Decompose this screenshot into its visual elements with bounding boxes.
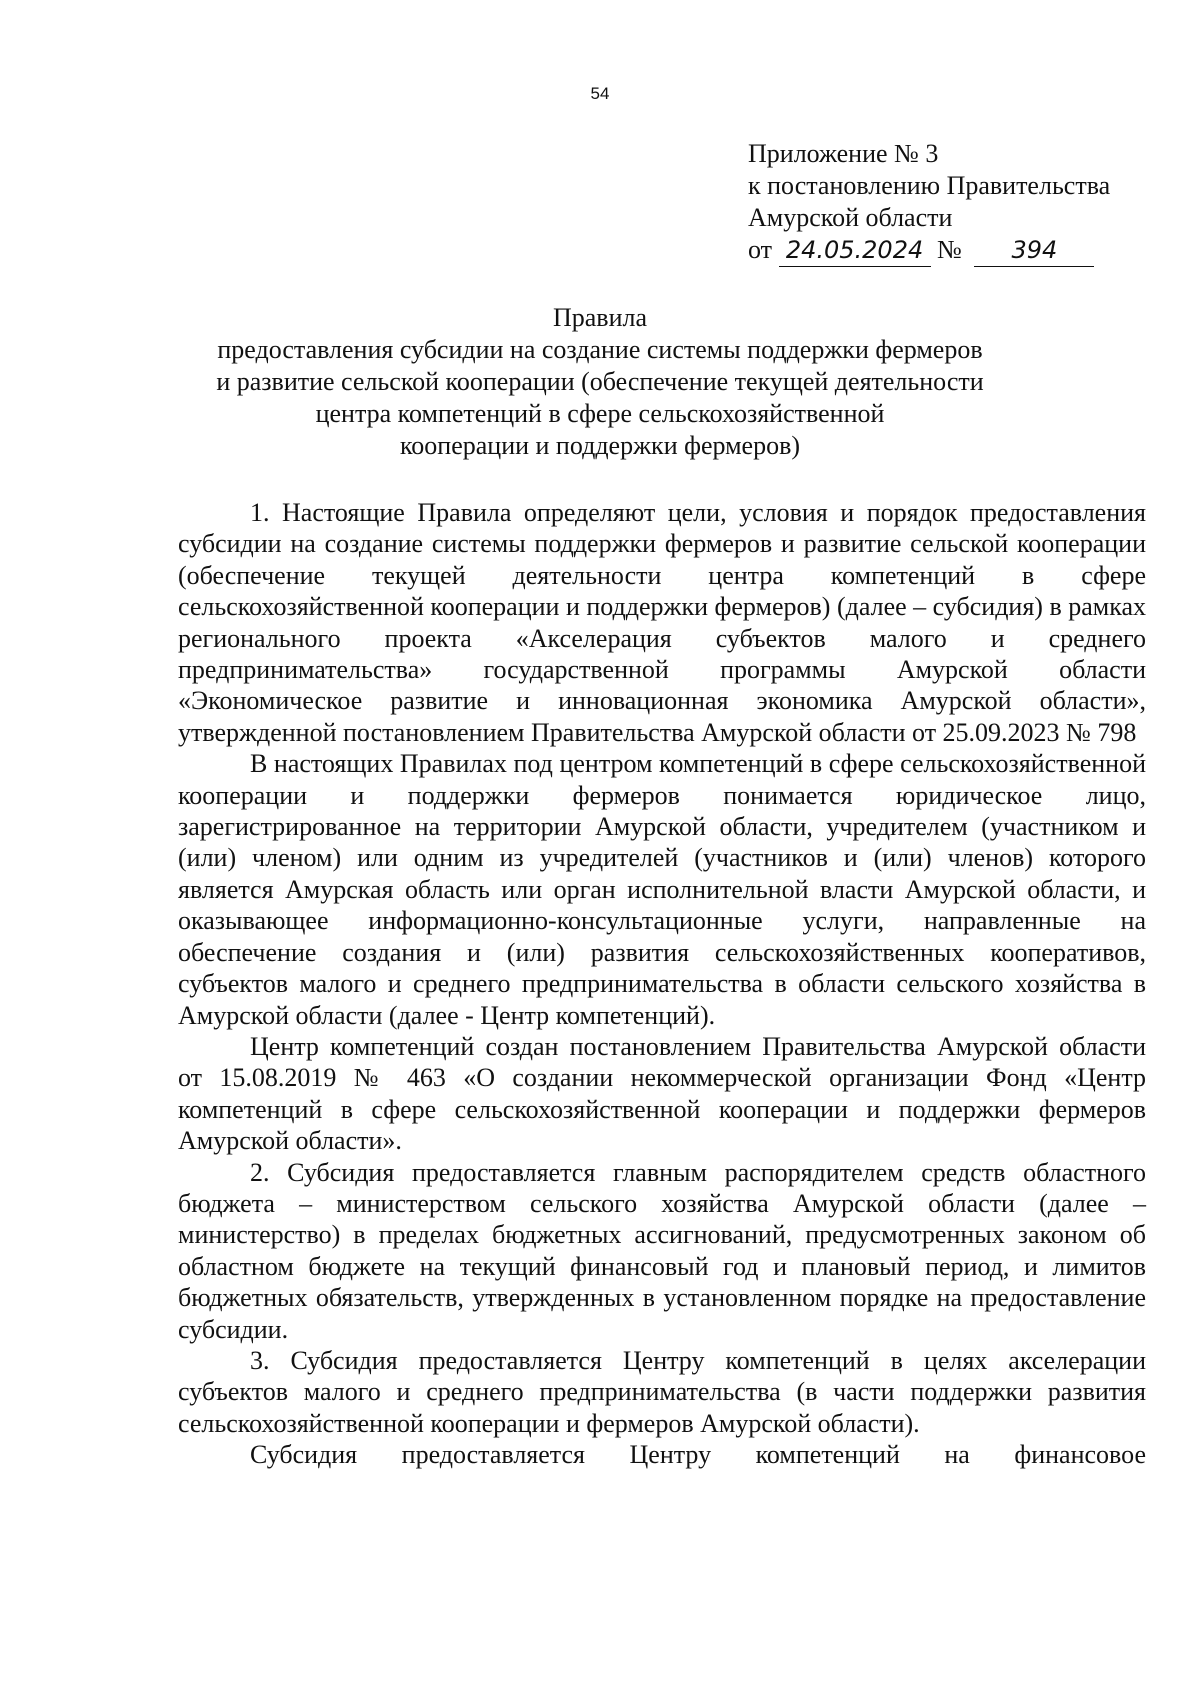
date-prefix: от <box>748 235 773 264</box>
paragraph-5: 3. Субсидия предоставляется Центру компетенций в целях акселерации субъектов малого и среднего предпринимательства (в части поддержки развития сельскохозяйственной кооперации и фермеров Амурской области). <box>178 1345 1146 1438</box>
paragraph-6: Субсидия предоставляется Центру компетенций на финансовое <box>250 1440 1146 1470</box>
title-line-4: центра компетенций в сфере сельскохозяйственной <box>315 399 885 428</box>
paragraph-2: В настоящих Правилах под центром компетенций в сфере сельскохозяйственной кооперации и поддержки фермеров понимается юридическое лицо, зарегистрированное на территории Амурской области, учредителем (участником и (или) членом) или одним из учредителей (участников и (или) членов) которого является Амурская область или орган исполнительной власти Амурской области, и оказывающее информационно-консультационные услуги, направленные на обеспечение создания и (или) развития сельскохозяйственных кооперативов, субъектов малого и среднего предпринимательства в области сельского хозяйства в Амурской области (далее - Центр компетенций). <box>178 749 1146 1030</box>
appendix-line-2: к постановлению Правительства <box>748 171 1111 200</box>
paragraph-1: 1. Настоящие Правила определяют цели, условия и порядок предоставления субсидии на создание системы поддержки фермеров и развитие сельской кооперации (обеспечение текущей деятельности центра компетенций в сфере сельскохозяйственной кооперации и поддержки фермеров) (далее – субсидия) в рамках регионального проекта «Акселерация субъектов малого и среднего предпринимательства» государственной программы Амурской области «Экономическое развитие и инновационная экономика Амурской области», утвержденной постановлением Правительства Амурской области от 25.09.2023 № 798 <box>178 498 1147 747</box>
paragraph-3: Центр компетенций создан постановлением Правительства Амурской области от 15.08.2019 № 463 «О создании некоммерческой организации Фонд «Центр компетенций в сфере сельскохозяйственной кооперации и поддержки фермеров Амурской области». <box>178 1031 1146 1156</box>
page-number: 54 <box>590 84 610 103</box>
paragraph-4: 2. Субсидия предоставляется главным распорядителем средств областного бюджета – министерством сельского хозяйства Амурской области (далее – министерство) в пределах бюджетных ассигнований, предусмотренных законом об областном бюджете на текущий финансовый год и плановый период, и лимитов бюджетных обязательств, утвержденных в установленном порядке на предоставление субсидии. <box>178 1157 1146 1344</box>
appendix-line-1: Приложение № 3 <box>748 139 939 168</box>
title-line-3: и развитие сельской кооперации (обеспечение текущей деятельности <box>216 367 984 396</box>
title-line-2: предоставления субсидии на создание системы поддержки фермеров <box>217 335 983 364</box>
handwritten-number: 394 <box>974 234 1094 267</box>
title-line-1: Правила <box>552 303 648 332</box>
title-line-5: кооперации и поддержки фермеров) <box>399 431 801 460</box>
appendix-line-3: Амурской области <box>748 203 953 232</box>
handwritten-date: 24.05.2024 <box>779 234 931 267</box>
appendix-date-line <box>748 234 1110 267</box>
document-title <box>0 302 1200 462</box>
document-body <box>178 497 1146 1471</box>
appendix-header <box>748 138 1110 267</box>
number-sign: № <box>937 235 962 264</box>
